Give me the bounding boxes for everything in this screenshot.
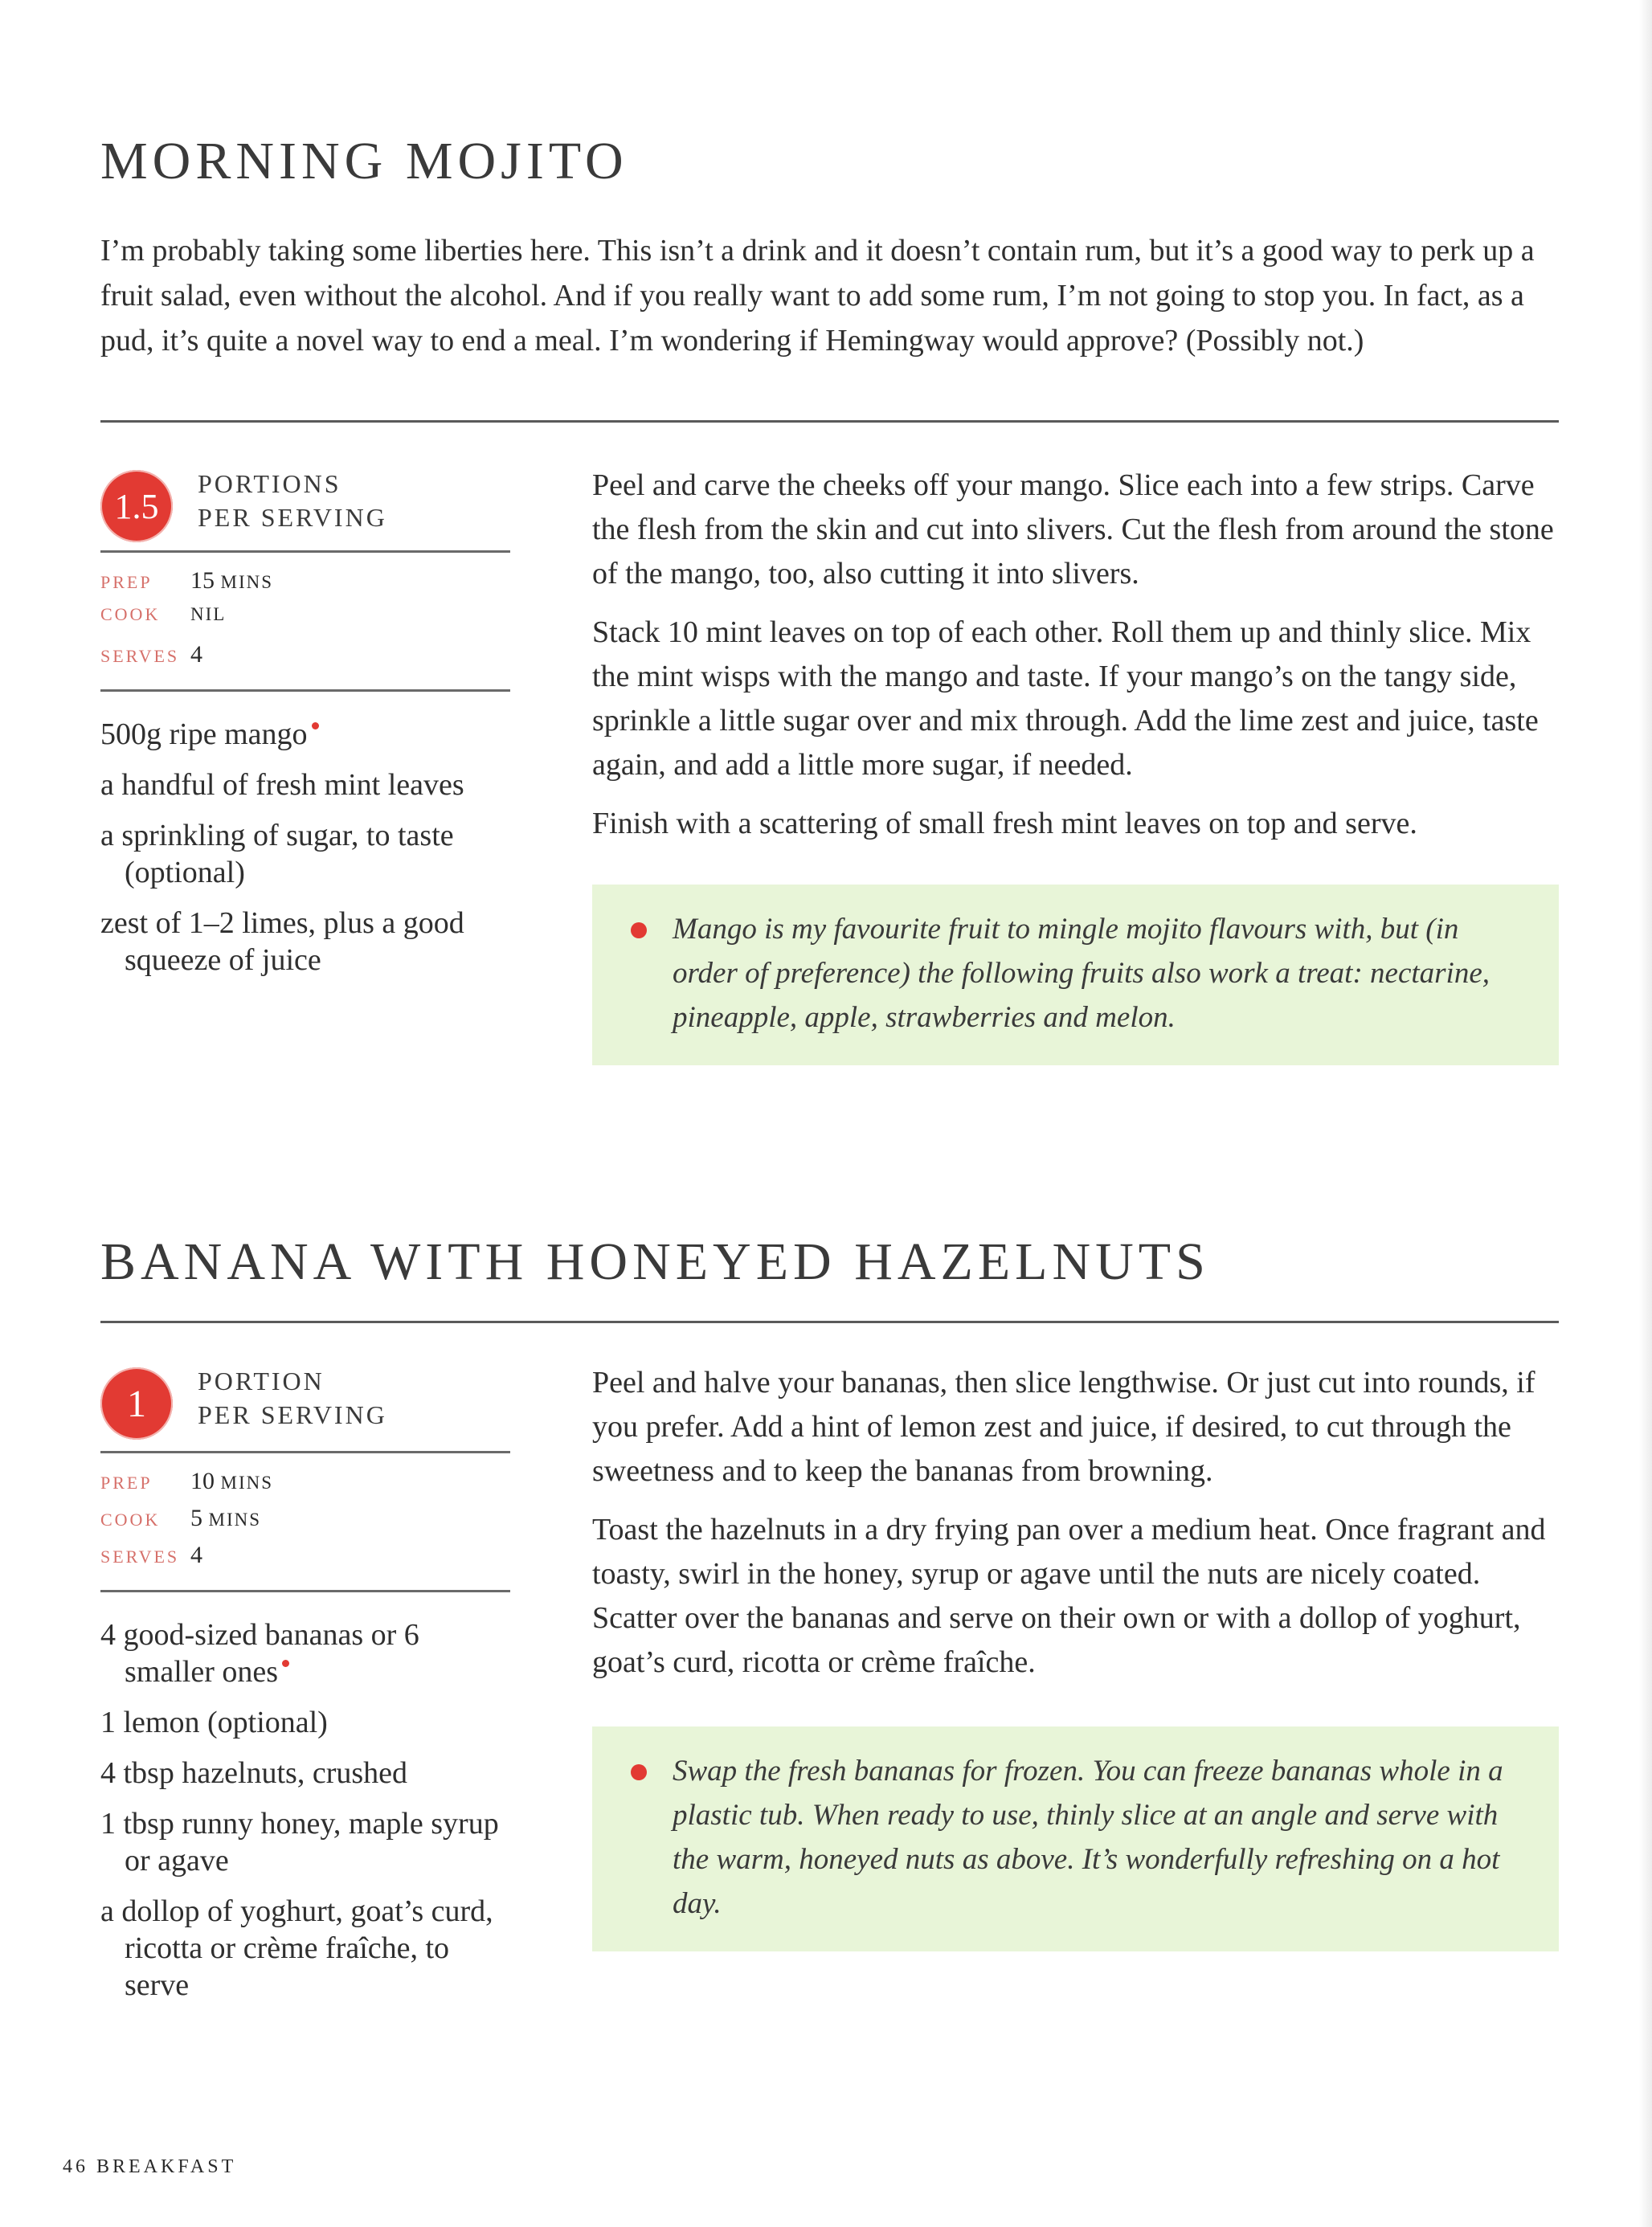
recipe-sidebar	[100, 1361, 510, 2017]
portion-label-line2: PER SERVING	[198, 503, 387, 532]
recipe-body	[100, 464, 1559, 1138]
bullet-icon	[631, 1764, 647, 1780]
prep-value: 15 MINS	[190, 567, 274, 594]
recipe-method	[592, 464, 1559, 1065]
ingredient-item: 1 lemon (optional)	[100, 1706, 328, 1739]
recipe-title: BANANA WITH HONEYED HAZELNUTS	[100, 1232, 1210, 1291]
ingredient-list	[100, 716, 510, 979]
ingredient-item: a dollop of yoghurt, goat’s curd, ricotta or crème fraîche, to serve	[100, 1894, 493, 2002]
ingredient-item: 4 tbsp hazelnuts, crushed	[100, 1756, 408, 1790]
cook-value: NIL	[190, 604, 227, 624]
method-step: Peel and carve the cheeks off your mango. Slice each into a few strips. Carve the flesh from the skin and cut into slivers. Cut the flesh from around the stone of the mango, too, also cutting it into slivers.	[592, 468, 1554, 590]
divider	[100, 1321, 1559, 1323]
recipe-sidebar	[100, 464, 510, 992]
divider	[100, 689, 510, 692]
serves-label: SERVES	[100, 1547, 180, 1567]
note-marker-icon	[282, 1660, 289, 1667]
divider	[100, 420, 1559, 423]
tip-box	[592, 885, 1559, 1065]
ingredient-item: zest of 1–2 limes, plus a good squeeze of juice	[100, 906, 464, 977]
recipe-method	[592, 1361, 1559, 1951]
ingredient-item: 4 good-sized bananas or 6 smaller ones	[100, 1618, 419, 1689]
tip-box	[592, 1726, 1559, 1951]
ingredient-list	[100, 1616, 510, 2004]
note-marker-icon	[312, 722, 319, 729]
cook-time-row	[100, 1505, 510, 1542]
portion-label-line1: PORTIONS	[198, 469, 341, 498]
portion-label-line1: PORTION	[198, 1367, 325, 1395]
method-step: Toast the hazelnuts in a dry frying pan over a medium heat. Once fragrant and toasty, swirl in the honey, syrup or agave until the nuts are nicely coated. Scatter over the bananas and serve on their own or with a dollop of yoghurt, goat’s curd, ricotta or crème fraîche.	[592, 1513, 1546, 1679]
recipe-intro: I’m probably taking some liberties here. This isn’t a drink and it doesn’t contain rum, but it’s a good way to perk up a fruit salad, even without the alcohol. And if you really want to add some rum, I’m not going to stop you. In fact, as a pud, it’s quite a novel way to end a meal. I’m wondering if Hemingway would approve? (Possibly not.)	[100, 234, 1535, 358]
prep-label: PREP	[100, 1473, 153, 1493]
timing-block	[100, 553, 510, 689]
ingredient-item: a sprinkling of sugar, to taste (optional)	[100, 819, 454, 889]
portion-badge: 1	[100, 1367, 173, 1440]
ingredient-item: 500g ripe mango	[100, 716, 510, 753]
recipe-title: MORNING MOJITO	[100, 132, 628, 190]
serves-value: 4	[190, 641, 202, 668]
recipe-body	[100, 1361, 1559, 2068]
page-edge-shadow	[1639, 0, 1652, 2227]
portion-header	[100, 464, 510, 550]
divider	[100, 1590, 510, 1592]
method-step: Peel and halve your bananas, then slice lengthwise. Or just cut into rounds, if you prefer. Add a hint of lemon zest and juice, if desired, to cut through the sweetness and to keep the bananas from browning.	[592, 1366, 1535, 1488]
page-footer	[63, 2156, 236, 2178]
recipe-banana-hazelnuts	[100, 1232, 1559, 1291]
bullet-icon	[631, 922, 647, 938]
section-name: BREAKFAST	[96, 2156, 237, 2177]
cook-time-row	[100, 604, 510, 641]
ingredient-item: 1 tbsp runny honey, maple syrup or agave	[100, 1807, 499, 1878]
cook-value: 5 MINS	[190, 1505, 262, 1531]
recipe-morning-mojito	[100, 132, 1559, 363]
prep-time-row	[100, 567, 510, 604]
portion-header	[100, 1361, 510, 1448]
serves-row	[100, 641, 510, 678]
tip-text: Swap the fresh bananas for frozen. You can freeze bananas whole in a plastic tub. When ready to use, thinly slice at an angle and serve with the warm, honeyed nuts as above. It’s wonderfully refreshing on a hot day.	[673, 1755, 1503, 1920]
portion-label	[198, 467, 387, 534]
cook-label: COOK	[100, 604, 161, 624]
page-number: 46	[63, 2156, 88, 2177]
prep-time-row	[100, 1468, 510, 1505]
method-step: Finish with a scattering of small fresh mint leaves on top and serve.	[592, 807, 1417, 840]
serves-row	[100, 1542, 510, 1579]
portion-badge: 1.5	[100, 470, 173, 542]
serves-value: 4	[190, 1542, 202, 1568]
portion-label	[198, 1364, 387, 1432]
prep-value: 10 MINS	[190, 1468, 274, 1494]
serves-label: SERVES	[100, 646, 180, 666]
method-steps	[592, 1361, 1559, 1685]
prep-label: PREP	[100, 572, 153, 592]
cook-label: COOK	[100, 1510, 161, 1530]
timing-block	[100, 1453, 510, 1590]
tip-text: Mango is my favourite fruit to mingle mojito flavours with, but (in order of preference) the following fruits also work a treat: nectarine, pineapple, apple, strawberries and melon.	[673, 913, 1490, 1034]
portion-label-line2: PER SERVING	[198, 1400, 387, 1429]
method-step: Stack 10 mint leaves on top of each other. Roll them up and thinly slice. Mix the mint wisps with the mango and taste. If your mango’s on the tangy side, sprinkle a little sugar over and mix through. Add the lime zest and juice, taste again, and add a little more sugar, if needed.	[592, 615, 1539, 782]
ingredient-item: a handful of fresh mint leaves	[100, 768, 464, 802]
method-steps	[592, 464, 1559, 846]
